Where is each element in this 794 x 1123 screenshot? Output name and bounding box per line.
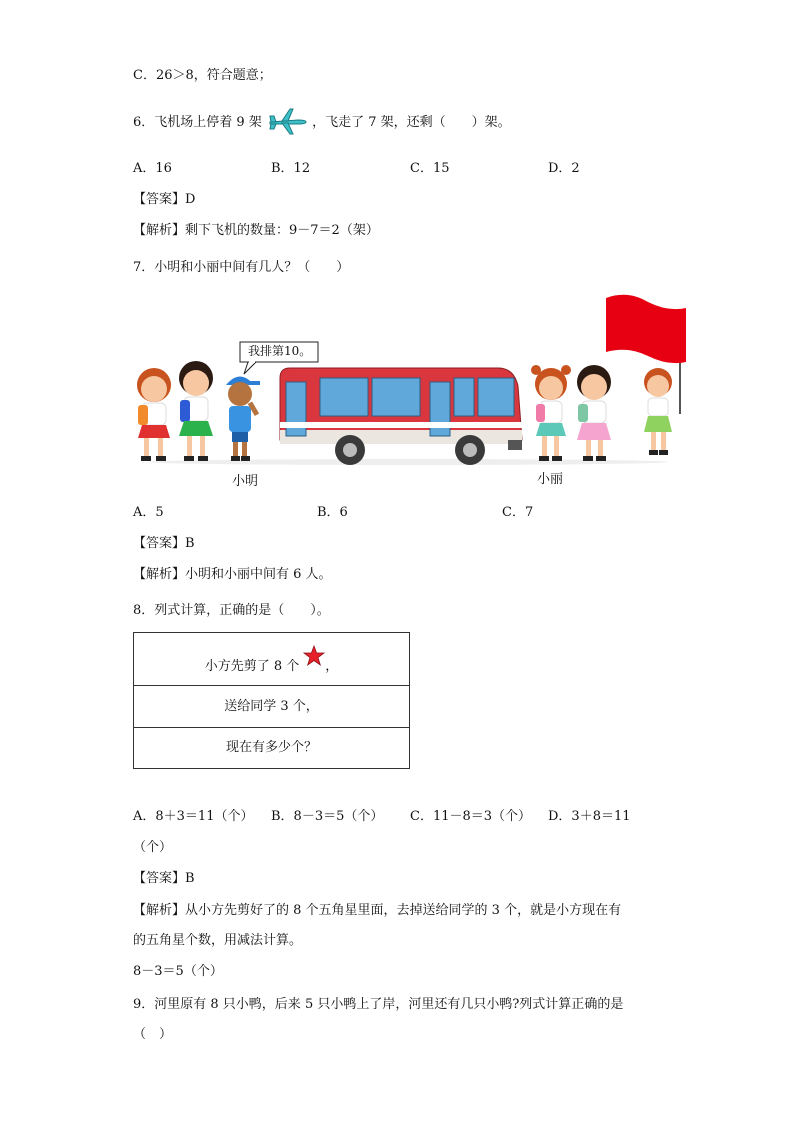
airplane-icon [268,106,308,136]
q7-option-b: B．6 [317,505,348,520]
speech-bubble-text: 我排第10。 [248,344,312,358]
q7-option-c: C．7 [502,505,534,520]
q8-option-d-continuation: （个） [133,840,173,855]
queue-figure [128,290,688,490]
kid-1 [137,368,171,461]
label-xiaoli: 小丽 [537,472,564,487]
q6-explanation: 【解析】剩下飞机的数量：9－7＝2（架） [133,223,379,238]
q8-explanation-1: 【解析】从小方先剪好了的 8 个五角星里面，去掉送给同学的 3 个，就是小方现在有 [133,903,622,918]
q8-option-d: D．3＋8＝11 [548,809,631,824]
q7-option-a: A．5 [133,505,164,520]
kid-5 [577,365,611,461]
q6-option-a: A．16 [133,161,172,176]
question-9-line-2: （ ） [133,1027,173,1042]
label-xiaoming: 小明 [232,474,259,489]
kid-6 [644,368,672,455]
q6-option-c: C．15 [410,161,450,176]
flag-icon [606,295,686,414]
table-row-2: 送给同学 3 个， [134,686,409,728]
q6-option-d: D．2 [548,161,580,176]
q7-answer: 【答案】B [133,536,195,551]
kid-xiaoming [226,377,260,462]
q8-option-c: C．11－8＝3（个） [410,809,532,824]
table-row-1-comma: ， [325,659,339,674]
table-row-3: 现在有多少个？ [225,740,317,755]
star-icon [303,645,325,667]
q8-calculation: 8－3＝5（个） [133,964,223,979]
question-8: 8．列式计算，正确的是（ ）。 [133,603,330,618]
question-7: 7．小明和小丽中间有几人？（ ） [133,260,350,275]
question-6 [133,113,511,133]
q8-option-b: B．8－3＝5（个） [271,809,384,824]
problem-table [133,632,410,769]
bus [280,368,522,465]
q8-explanation-2: 的五角星个数，用减法计算。 [133,933,303,948]
q7-explanation: 【解析】小明和小丽中间有 6 人。 [133,567,332,582]
question-6-text-a: 6．飞机场上停着 9 架 [133,115,262,130]
previous-option-c: C．26＞8，符合题意； [133,68,272,83]
kid-2 [179,361,213,461]
q6-answer: 【答案】D [133,192,196,207]
table-row-1 [134,633,409,686]
question-9-line-1: 9．河里原有 8 只小鸭，后来 5 只小鸭上了岸，河里还有几只小鸭?列式计算正确的是 [133,997,624,1012]
q8-option-a: A．8＋3＝11（个） [133,809,254,824]
q6-option-b: B．12 [271,161,311,176]
q8-answer: 【答案】B [133,871,195,886]
question-6-text-b: ，飞走了 7 架，还剩（ ）架。 [312,115,511,130]
table-row-1-text: 小方先剪了 8 个 [204,659,300,674]
kid-xiaoli [531,365,571,461]
